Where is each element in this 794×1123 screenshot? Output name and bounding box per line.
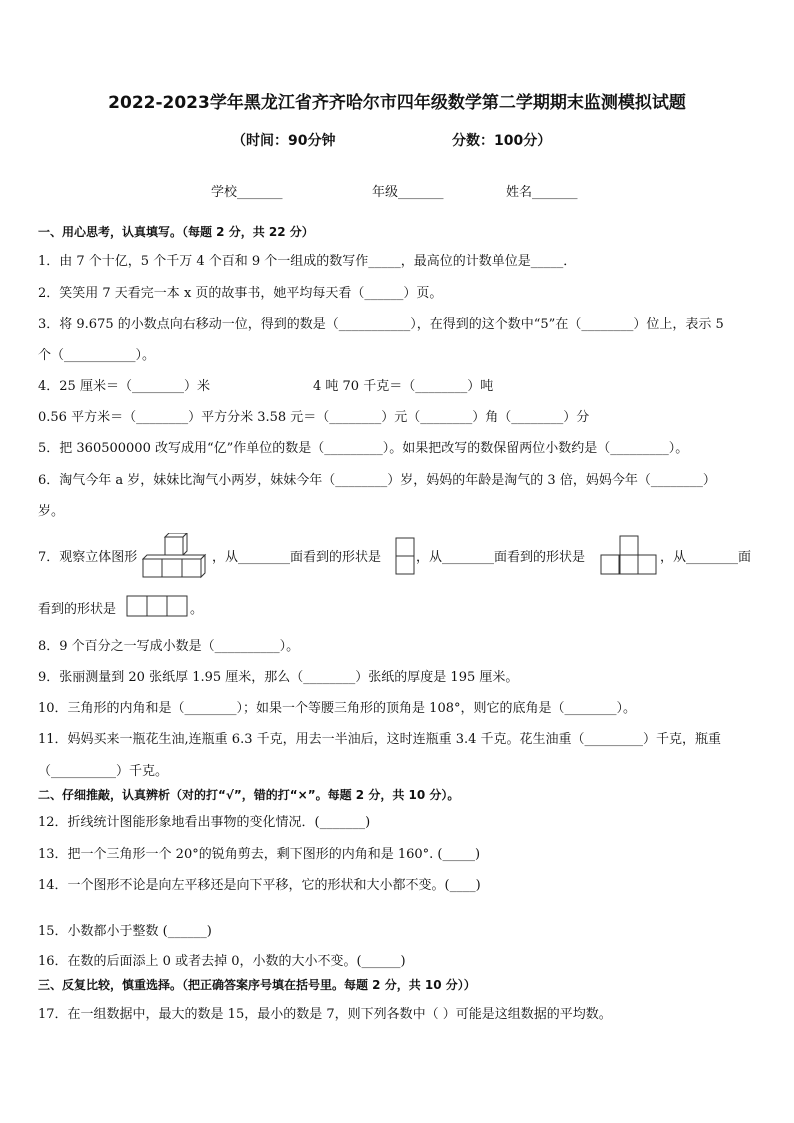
question-11-line1: 11．妈妈买来一瓶花生油,连瓶重 6.3 千克，用去一半油后，这时连瓶重 3.4 千克。花生油重（_________）千克，瓶重: [38, 732, 722, 747]
question-4-line2: 0.56 平方米＝（________）平方分米 3.58 元＝（________）元（________）角（________）分: [38, 410, 590, 425]
section1-heading: 一、用心思考，认真填写。（每题 2 分，共 22 分）: [38, 225, 314, 239]
question-8: 8．9 个百分之一写成小数是（__________）。: [38, 639, 300, 654]
solid-figure-icon: [142, 533, 212, 579]
question-6-line2: 岁。: [38, 504, 65, 519]
question-10: 10．三角形的内角和是（________）；如果一个等腰三角形的顶角是 108°，则它的底角是（________）。: [38, 701, 636, 716]
question-2: 2．笑笑用 7 天看完一本 x 页的故事书，她平均每天看（______）页。: [38, 286, 443, 301]
question-7-view2: ，从________面看到的形状是: [416, 550, 586, 565]
question-12: 12．折线统计图能形象地看出事物的变化情况．(_______): [38, 815, 371, 830]
question-7-view3: ，从________面: [660, 550, 752, 565]
question-17: 17．在一组数据中，最大的数是 15，最小的数是 7，则下列各数中（ ）可能是这组数据的平均数。: [38, 1007, 612, 1022]
question-15: 15．小数都小于整数 (______): [38, 924, 212, 939]
question-7-end: 。: [190, 602, 204, 617]
exam-score: 分数：100分）: [452, 133, 552, 149]
grade-field: 年级_______: [372, 185, 444, 200]
view-shape-row-icon: [126, 595, 188, 617]
section2-heading: 二、仔细推敲，认真辨析（对的打“√”，错的打“×”。每题 2 分，共 10 分）。: [38, 788, 460, 802]
question-7-intro: 7．观察立体图形: [38, 550, 138, 565]
question-9: 9．张丽测量到 20 张纸厚 1.95 厘米，那么（________）张纸的厚度是 195 厘米。: [38, 670, 519, 685]
view-shape-t-icon: [600, 535, 658, 575]
question-4-part2: 4 吨 70 千克＝（________）吨: [313, 379, 494, 394]
question-3-line1: 3．将 9.675 的小数点向右移动一位，得到的数是（___________），在得到的这个数中“5”在（________）位上，表示 5: [38, 317, 724, 332]
name-field: 姓名_______: [506, 185, 578, 200]
question-1: 1．由 7 个十亿，5 个千万 4 个百和 9 个一组成的数写作_____，最高位的计数单位是_____．: [38, 254, 577, 269]
view-shape-vertical-icon: [395, 537, 415, 575]
question-5: 5．把 360500000 改写成用“亿”作单位的数是（_________）。如果把改写的数保留两位小数约是（_________）。: [38, 441, 689, 456]
question-11-line2: （__________）千克。: [38, 764, 169, 779]
question-3-line2: 个（___________）。: [38, 348, 156, 363]
question-14: 14．一个图形不论是向左平移还是向下平移，它的形状和大小都不变。(____): [38, 878, 481, 893]
question-6-line1: 6．淘气今年 a 岁，妹妹比淘气小两岁，妹妹今年（________）岁，妈妈的年龄是淘气的 3 倍，妈妈今年（________）: [38, 473, 716, 488]
question-16: 16．在数的后面添上 0 或者去掉 0，小数的大小不变。(______): [38, 954, 406, 969]
question-4-part1: 4．25 厘米＝（________）米: [38, 379, 210, 394]
exam-title: 2022-2023学年黑龙江省齐齐哈尔市四年级数学第二学期期末监测模拟试题: [108, 93, 686, 113]
section3-heading: 三、反复比较，慎重选择。（把正确答案序号填在括号里。每题 2 分，共 10 分））: [38, 978, 476, 992]
question-7-line2: 看到的形状是: [38, 602, 117, 617]
question-7-view1: ，从________面看到的形状是: [212, 550, 382, 565]
exam-time: （时间：90分钟: [232, 133, 336, 149]
school-field: 学校_______: [211, 185, 283, 200]
question-13: 13．把一个三角形一个 20°的锐角剪去，剩下图形的内角和是 160°. (_____): [38, 847, 481, 862]
